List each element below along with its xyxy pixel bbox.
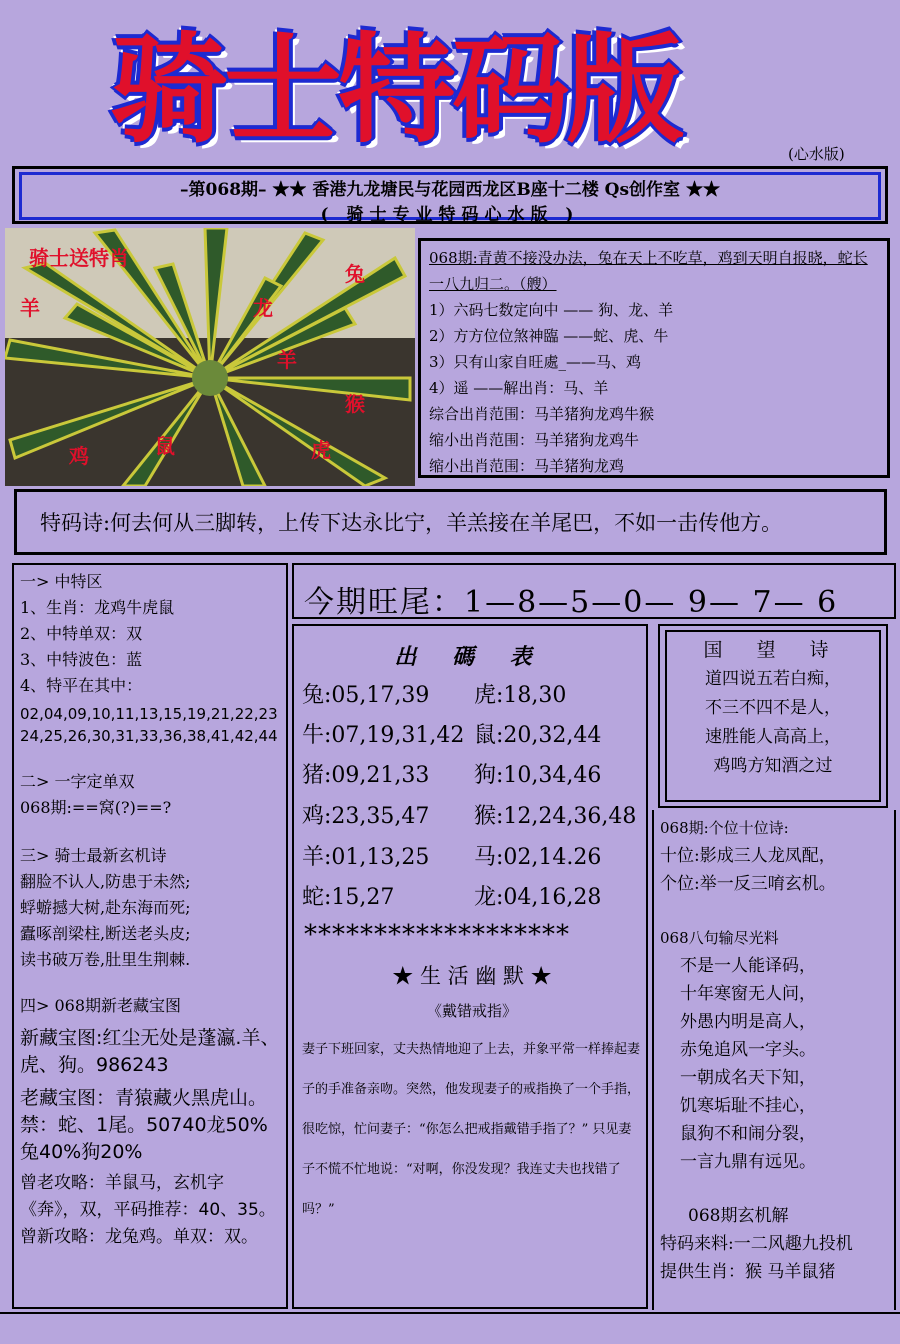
table-cell: 虎:18,30: [474, 683, 567, 708]
eight-line: 赤兔追风一字头。: [680, 1040, 816, 1060]
story-text: 妻子下班回家，丈夫热情地迎了上去，并象平常一样捧起妻子的手准备亲吻。突然，他发现妻子的戒指换了一个手指，很吃惊，忙问妻子：“你怎么把戒指戴错手指了？” 只见妻子不慌不忙地说：“对啊，你没发现？我连丈夫也找错了吗？”: [302, 1042, 641, 1217]
table-cell: 龙:04,16,28: [474, 885, 602, 910]
plant-label-tiger: 虎: [311, 438, 331, 462]
bottom-band: [0, 1312, 900, 1344]
eight-line: 外愚内明是高人，: [680, 1012, 816, 1032]
right-poem-title: 国 望 诗: [703, 639, 843, 661]
story-title: 《戴错戒指》: [426, 1002, 517, 1020]
number-table: [292, 624, 648, 1309]
prediction-item: 4）遥 ——解出肖：马、羊: [429, 379, 609, 397]
prediction-item: 3）只有山家自旺處_——马、鸡: [429, 353, 642, 371]
table-cell: 鸡:23,35,47: [302, 804, 430, 829]
plant-label-rat: 鼠: [155, 434, 175, 458]
table-cell: 马:02,14.26: [474, 845, 602, 870]
digit-poem-line: 个位:举一反三唷玄机。: [660, 874, 836, 894]
prediction-range: 缩小出肖范围：马羊猪狗龙鸡: [429, 457, 625, 475]
section-1-title: 一> 中特区: [20, 572, 103, 591]
eight-lines-title: 068八句输尽光料: [660, 929, 779, 947]
plant-image: [5, 228, 415, 486]
edition-label: (心水版): [788, 145, 845, 163]
right-poem-line: 鸡鸣方知酒之过: [713, 756, 833, 776]
number-table-title: 出 碼 表: [394, 644, 546, 670]
table-row: [302, 840, 642, 871]
section-3-line: 蜉蝣撼大树,赴东海而死;: [20, 898, 191, 917]
section-2-title: 二> 一字定单双: [20, 772, 135, 791]
table-row: [302, 718, 642, 749]
plant-label-top: 骑士送特肖: [29, 246, 129, 270]
table-cell: 兔:05,17,39: [302, 683, 430, 708]
right-column: [652, 810, 896, 1310]
prediction-box: [418, 238, 890, 478]
header-line-2: ( 骑士专业特码心水版 ): [320, 205, 580, 225]
left-column: [12, 563, 288, 1309]
section-3-line: 读书破万卷,肚里生荆棘.: [20, 950, 191, 969]
eight-line: 饥寒垢耻不挂心，: [680, 1096, 816, 1116]
prediction-riddle: 068期:青黄不接没办法，兔在天上不吃草，鸡到天明自报晓，蛇长一八九归二。（艘）: [429, 249, 868, 293]
right-poem-line: 不三不四不是人，: [705, 698, 841, 718]
section-4-new-map: 新藏宝图:红尘无处是蓬瀛.羊、虎、狗。986243: [20, 1027, 280, 1076]
eight-line: 一言九鼎有远见。: [680, 1152, 816, 1172]
plant-label-rabbit: 兔: [345, 262, 365, 286]
section-1-item: 2、中特单双：双: [20, 624, 143, 643]
numbers-line-1: 02,04,09,10,11,13,15,19,21,22,23: [20, 705, 278, 723]
plant-label-dragon: 龙: [253, 296, 273, 320]
table-cell: 羊:01,13,25: [302, 845, 430, 870]
numbers-line-2: 24,25,26,30,31,33,36,38,41,42,44: [20, 727, 278, 745]
right-poem-line: 速胜能人高高上，: [705, 727, 841, 747]
table-cell: 猪:09,21,33: [302, 763, 430, 788]
prediction-item: 2）方方位位煞神臨 ——蛇、虎、牛: [429, 327, 669, 345]
stars-divider: *******************: [304, 920, 570, 950]
table-row: [302, 880, 642, 911]
digit-poem-title: 068期:个位十位诗:: [660, 819, 789, 837]
table-row: [302, 758, 642, 789]
table-row: [302, 678, 642, 709]
eight-line: 一朝成名天下知，: [680, 1068, 816, 1088]
life-humor-title: ★ 生 活 幽 默 ★: [392, 964, 552, 988]
plant-label-monkey: 猴: [345, 392, 365, 416]
xuanji-title: 068期玄机解: [688, 1206, 789, 1226]
table-cell: 狗:10,34,46: [474, 763, 602, 788]
eight-line: 十年寒窗无人问，: [680, 984, 816, 1004]
section-3-line: 翻脸不认人,防患于未然;: [20, 872, 191, 891]
table-cell: 鼠:20,32,44: [474, 723, 602, 748]
section-4-zeng-new: 曾新攻略：龙兔鸡。单双：双。: [20, 1227, 258, 1247]
plant-label-sheep-left: 羊: [20, 296, 40, 320]
plant-label-rooster: 鸡: [69, 444, 89, 468]
section-4-title: 四> 068期新老藏宝图: [20, 996, 182, 1015]
prediction-item: 1）六码七数定向中 —— 狗、龙、羊: [429, 301, 674, 319]
eight-line: 鼠狗不和闹分裂，: [680, 1124, 816, 1144]
section-3-title: 三> 骑士最新玄机诗: [20, 846, 167, 865]
table-cell: 牛:07,19,31,42: [302, 723, 465, 748]
section-1-item: 4、特平在其中：: [20, 676, 143, 695]
right-poem-box: [665, 630, 881, 802]
digit-poem-line: 十位:影成三人龙凤配，: [660, 846, 836, 866]
section-2-text: 068期:==窝(?)==?: [20, 798, 172, 817]
prediction-range: 综合出肖范围：马羊猪狗龙鸡牛猴: [429, 405, 655, 423]
table-row: [302, 799, 642, 830]
section-1-item: 1、生肖：龙鸡牛虎鼠: [20, 598, 175, 617]
right-poem-line: 道四说五若白痴，: [705, 669, 841, 689]
xuanji-line: 提供生肖：猴 马羊鼠猪: [660, 1262, 836, 1282]
lucky-tail-numbers: 今期旺尾：1—8—5—0— 9— 7— 6: [292, 563, 896, 619]
xuanji-line: 特码来料:一二风趣九投机: [660, 1234, 853, 1254]
prediction-range: 缩小出肖范围：马羊猪狗龙鸡牛: [429, 431, 640, 449]
section-3-line: 蠹啄剖梁柱,断送老头皮;: [20, 924, 191, 943]
plant-label-sheep-mid: 羊: [277, 348, 297, 372]
table-cell: 猴:12,24,36,48: [474, 804, 637, 829]
header-line-1: –第068期– ★★ 香港九龙塘民与花园西龙区B座十二楼 Qs创作室 ★★: [180, 180, 720, 200]
poem-banner: 特码诗:何去何从三脚转，上传下达永比宁，羊羔接在羊尾巴，不如一击传他方。: [40, 511, 783, 535]
table-cell: 蛇:15,27: [302, 885, 395, 910]
eight-line: 不是一人能译码，: [680, 956, 816, 976]
section-4-zeng-old: 曾老攻略：羊鼠马，玄机字《奔》，双，平码推荐：40、35。: [20, 1173, 276, 1220]
section-4-old-map: 老藏宝图：青猿藏火黑虎山。禁：蛇、1尾。50740龙50%兔40%狗20%: [20, 1087, 268, 1163]
page-title: 骑士特码版: [110, 21, 681, 159]
section-1-item: 3、中特波色：蓝: [20, 650, 143, 669]
